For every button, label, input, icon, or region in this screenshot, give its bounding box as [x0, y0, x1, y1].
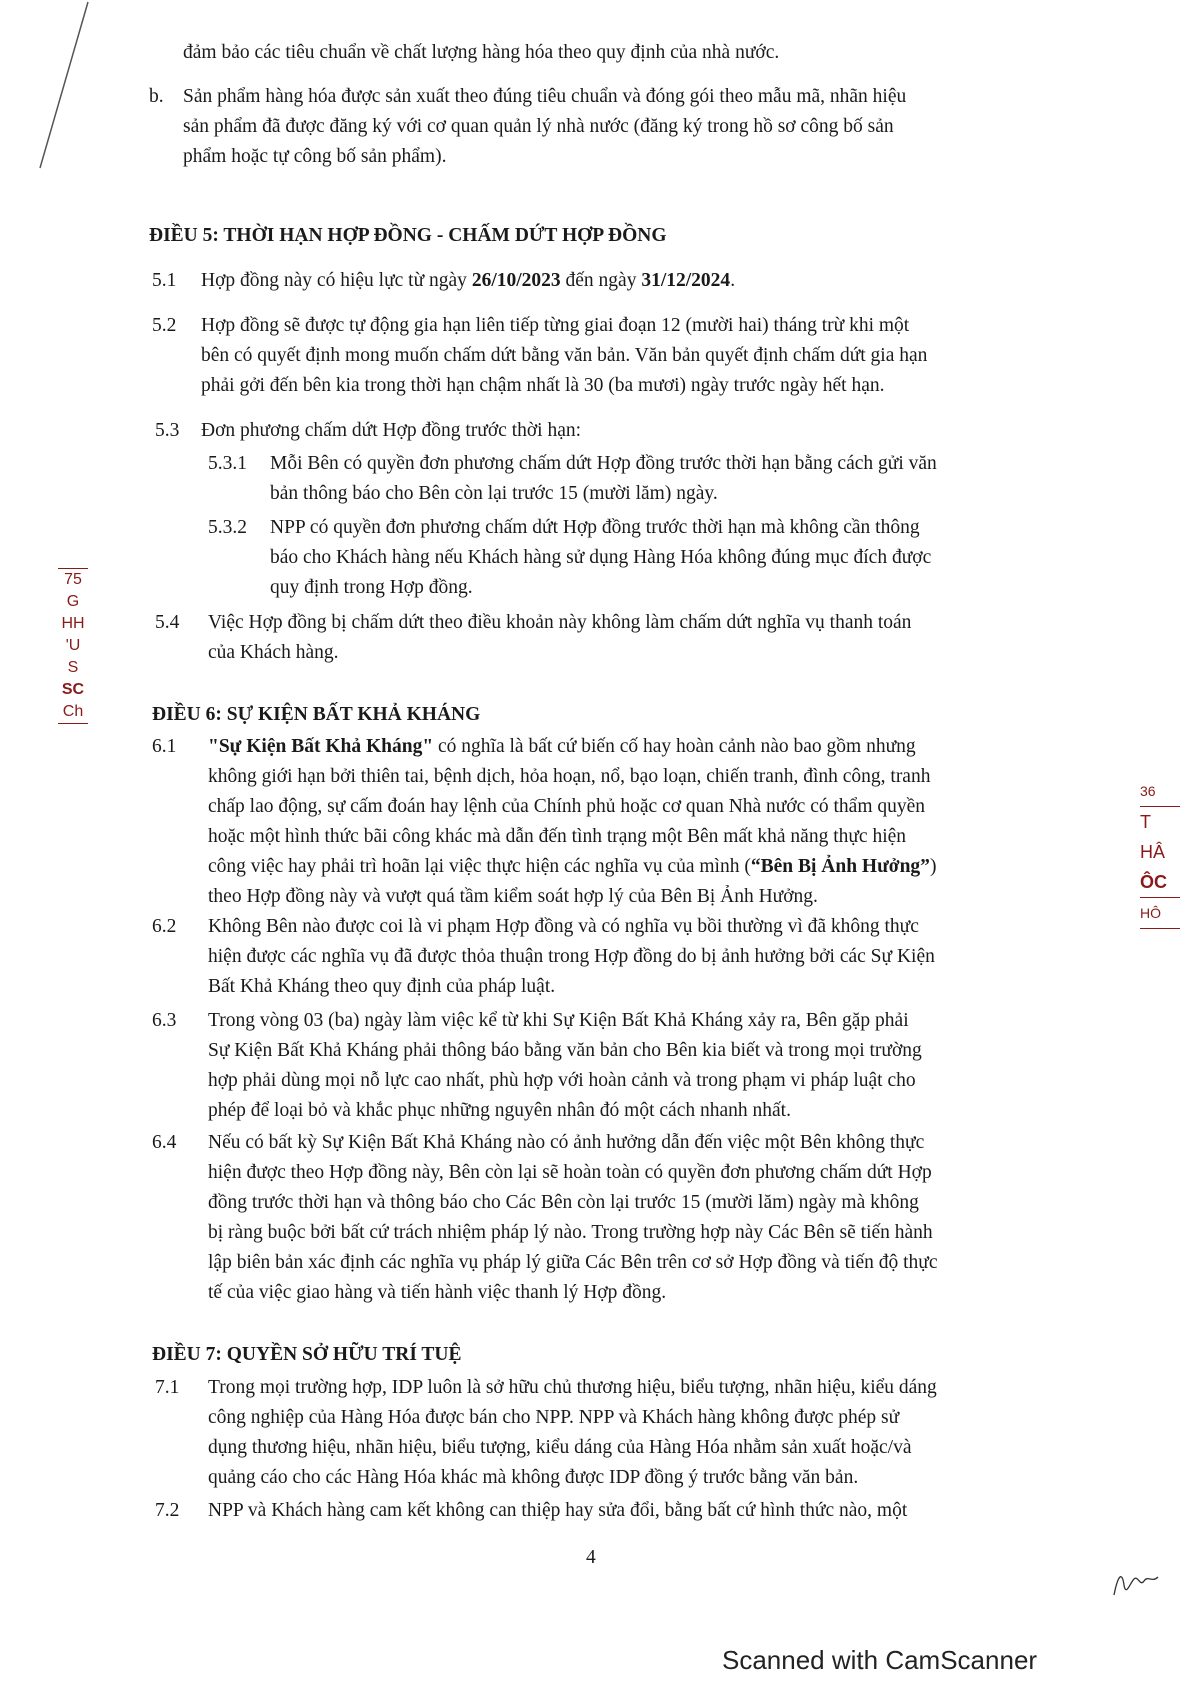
clause-line: hiện được theo Hợp đồng này, Bên còn lại sẽ hoàn toàn có quyền đơn phương chấm dứt Hợp: [208, 1162, 932, 1183]
clause-line: sản phẩm đã được đăng ký với cơ quan quản lý nhà nước (đăng ký trong hồ sơ công bố sản: [183, 116, 894, 137]
stamp-fragment: 75: [64, 571, 82, 588]
clause-line: bên có quyết định mong muốn chấm dứt bằng văn bản. Văn bản quyết định chấm dứt gia hạn: [201, 345, 928, 366]
clause-5-3-2-text: [270, 513, 1063, 603]
clause-line: [208, 732, 1063, 762]
defined-term: "Sự Kiện Bất Khả Kháng": [208, 736, 434, 757]
clause-line: NPP và Khách hàng cam kết không can thiệp hay sửa đổi, bằng bất cứ hình thức nào, một: [208, 1500, 908, 1521]
intro-continuation: [183, 38, 1063, 68]
clause-5-4-text: [208, 608, 1063, 668]
clause-5-3-number: 5.3: [155, 420, 180, 441]
stamp-fragment: ÔC: [1140, 872, 1167, 892]
clause-line: phẩm hoặc tự công bố sản phẩm).: [183, 146, 447, 167]
text-span: .: [730, 270, 736, 291]
stamp-fragment: G: [66, 593, 80, 610]
clause-line: NPP có quyền đơn phương chấm dứt Hợp đồng trước thời hạn mà không cần thông: [270, 517, 920, 538]
text-span: có nghĩa là bất cứ biến cố hay hoàn cảnh nào bao gồm nhưng: [433, 736, 916, 757]
clause-line: quy định trong Hợp đồng.: [270, 577, 473, 598]
clause-line: công nghiệp của Hàng Hóa được bán cho NPP. NPP và Khách hàng không được phép sử: [208, 1407, 900, 1428]
clause-line: chấp lao động, sự cấm đoán hay lệnh của Chính phủ hoặc cơ quan Nhà nước có thẩm quyền: [208, 796, 926, 817]
clause-7-1-number: 7.1: [155, 1377, 180, 1398]
article-7-heading: ĐIỀU 7: QUYỀN SỞ HỮU TRÍ TUỆ: [152, 1344, 462, 1365]
page-number: 4: [586, 1547, 596, 1568]
clause-line: Sự Kiện Bất Khả Kháng phải thông báo bằng văn bản cho Bên kia biết và trong mọi trường: [208, 1040, 922, 1061]
clause-line: [208, 852, 1063, 882]
clause-6-1-text: [208, 732, 1063, 912]
defined-term: “Bên Bị Ảnh Hưởng”: [750, 856, 930, 877]
clause-line: Bất Khả Kháng theo quy định của pháp luật.: [208, 976, 556, 997]
handwritten-signature: [1108, 1565, 1168, 1605]
clause-line: Việc Hợp đồng bị chấm dứt theo điều khoản này không làm chấm dứt nghĩa vụ thanh toán: [208, 612, 912, 633]
stamp-fragment: HH: [61, 615, 85, 632]
text-span: ): [929, 856, 937, 877]
stamp-fragment: HÂ: [1140, 842, 1166, 862]
clause-line: Hợp đồng sẽ được tự động gia hạn liên tiếp từng giai đoạn 12 (mười hai) tháng trừ khi một: [201, 315, 910, 336]
clause-line: báo cho Khách hàng nếu Khách hàng sử dụng Hàng Hóa không đúng mục đích được: [270, 547, 932, 568]
clause-line: Mỗi Bên có quyền đơn phương chấm dứt Hợp đồng trước thời hạn bằng cách gửi văn: [270, 453, 937, 474]
clause-line: Đơn phương chấm dứt Hợp đồng trước thời hạn:: [201, 420, 582, 441]
text-span: Hợp đồng này có hiệu lực từ ngày: [201, 270, 472, 291]
clause-5-3-2-number: 5.3.2: [208, 517, 247, 538]
clause-7-1-text: [208, 1373, 1063, 1493]
clause-line: phải gởi đến bên kia trong thời hạn chậm nhất là 30 (ba mươi) ngày trước ngày hết hạn.: [201, 375, 885, 396]
clause-line: Trong vòng 03 (ba) ngày làm việc kể từ khi Sự Kiện Bất Khả Kháng xảy ra, Bên gặp phải: [208, 1010, 909, 1031]
clause-line: dụng thương hiệu, nhãn hiệu, biểu tượng, kiểu dáng của Hàng Hóa nhằm sản xuất hoặc/và: [208, 1437, 912, 1458]
clause-5-3-1-number: 5.3.1: [208, 453, 247, 474]
stamp-fragment: 36: [1140, 776, 1180, 807]
right-margin-stamp: [1140, 776, 1180, 929]
clause-5-4-number: 5.4: [155, 612, 180, 633]
clause-line: Không Bên nào được coi là vi phạm Hợp đồng và có nghĩa vụ bồi thường vì đã không thực: [208, 916, 919, 937]
article-6-heading: ĐIỀU 6: SỰ KIỆN BẤT KHẢ KHÁNG: [152, 704, 481, 725]
clause-line: không giới hạn bởi thiên tai, bệnh dịch, hỏa hoạn, nổ, bạo loạn, chiến tranh, đình công, tranh: [208, 766, 931, 787]
clause-line: Nếu có bất kỳ Sự Kiện Bất Khả Kháng nào có ảnh hưởng dẫn đến việc một Bên không thực: [208, 1132, 925, 1153]
clause-5-3-1-text: [270, 449, 1063, 509]
clause-line: lập biên bản xác định các nghĩa vụ pháp lý giữa Các Bên trên cơ sở Hợp đồng và tiến độ thực: [208, 1252, 938, 1273]
left-margin-stamp: [58, 568, 88, 724]
clause-5-3-text: [201, 416, 1063, 446]
text-span: công việc hay phải trì hoãn lại việc thực hiện các nghĩa vụ của mình (: [208, 856, 751, 877]
clause-line: quảng cáo cho các Hàng Hóa khác mà không được IDP đồng ý trước bằng văn bản.: [208, 1467, 859, 1488]
stamp-fragment: T: [1140, 812, 1151, 832]
clause-6-4-number: 6.4: [152, 1132, 177, 1153]
text-span: đến ngày: [560, 270, 642, 291]
end-date: 31/12/2024: [641, 270, 731, 291]
clause-line: Trong mọi trường hợp, IDP luôn là sở hữu chủ thương hiệu, biểu tượng, nhãn hiệu, kiểu dáng: [208, 1377, 937, 1398]
clause-line: bản thông báo cho Bên còn lại trước 15 (mười lăm) ngày.: [270, 483, 718, 504]
clause-5-1-number: 5.1: [152, 270, 177, 291]
clause-line: phép để loại bỏ và khắc phục những nguyên nhân đó một cách nhanh nhất.: [208, 1100, 791, 1121]
clause-7-2-text: [208, 1496, 1063, 1526]
clause-5-2-text: [201, 311, 1063, 401]
clause-6-3-number: 6.3: [152, 1010, 177, 1031]
clause-line: bị ràng buộc bởi bất cứ trách nhiệm pháp lý nào. Trong trường hợp này Các Bên sẽ tiến hành: [208, 1222, 933, 1243]
clause-line: của Khách hàng.: [208, 642, 339, 663]
stamp-fragment: HÔ: [1140, 897, 1180, 929]
clause-line: đồng trước thời hạn và thông báo cho Các Bên còn lại trước 15 (mười lăm) ngày mà không: [208, 1192, 919, 1213]
clause-6-3-text: [208, 1006, 1063, 1126]
clause-5-1-text: [201, 266, 1063, 296]
clause-line: hợp phải dùng mọi nỗ lực cao nhất, phù hợp với hoàn cảnh và trong phạm vi pháp luật cho: [208, 1070, 916, 1091]
camscanner-watermark: Scanned with CamScanner: [722, 1645, 1038, 1675]
clause-6-2-number: 6.2: [152, 916, 177, 937]
clause-6-4-text: [208, 1128, 1063, 1308]
clause-line: hoặc một hình thức bãi công khác mà dẫn đến tình trạng một Bên mất khả năng thực hiện: [208, 826, 907, 847]
clause-7-2-number: 7.2: [155, 1500, 180, 1521]
intro-line: đảm bảo các tiêu chuẩn về chất lượng hàng hóa theo quy định của nhà nước.: [183, 42, 780, 63]
start-date: 26/10/2023: [471, 270, 561, 291]
clause-line: Sản phẩm hàng hóa được sản xuất theo đúng tiêu chuẩn và đóng gói theo mẫu mã, nhãn hiệu: [183, 86, 907, 107]
clause-line: hiện được các nghĩa vụ đã được thỏa thuận trong Hợp đồng do bị ảnh hưởng bởi các Sự Kiện: [208, 946, 935, 967]
stamp-fragment: SC: [61, 681, 85, 698]
clause-b-number: b.: [149, 86, 164, 107]
clause-5-2-number: 5.2: [152, 315, 177, 336]
stamp-fragment: Ch: [62, 703, 84, 720]
clause-line: theo Hợp đồng này và vượt quá tầm kiểm soát hợp lý của Bên Bị Ảnh Hưởng.: [208, 886, 818, 907]
clause-b-text: [183, 82, 1063, 172]
clause-line: [201, 266, 1063, 296]
stamp-fragment: S: [67, 659, 79, 676]
clause-line: tế của việc giao hàng và tiến hành việc thanh lý Hợp đồng.: [208, 1282, 667, 1303]
scan-crease-line: [0, 0, 120, 200]
stamp-fragment: 'U: [65, 637, 81, 654]
article-5-heading: ĐIỀU 5: THỜI HẠN HỢP ĐỒNG - CHẤM DỨT HỢP ĐỒNG: [149, 225, 667, 246]
clause-6-1-number: 6.1: [152, 736, 177, 757]
clause-6-2-text: [208, 912, 1063, 1002]
